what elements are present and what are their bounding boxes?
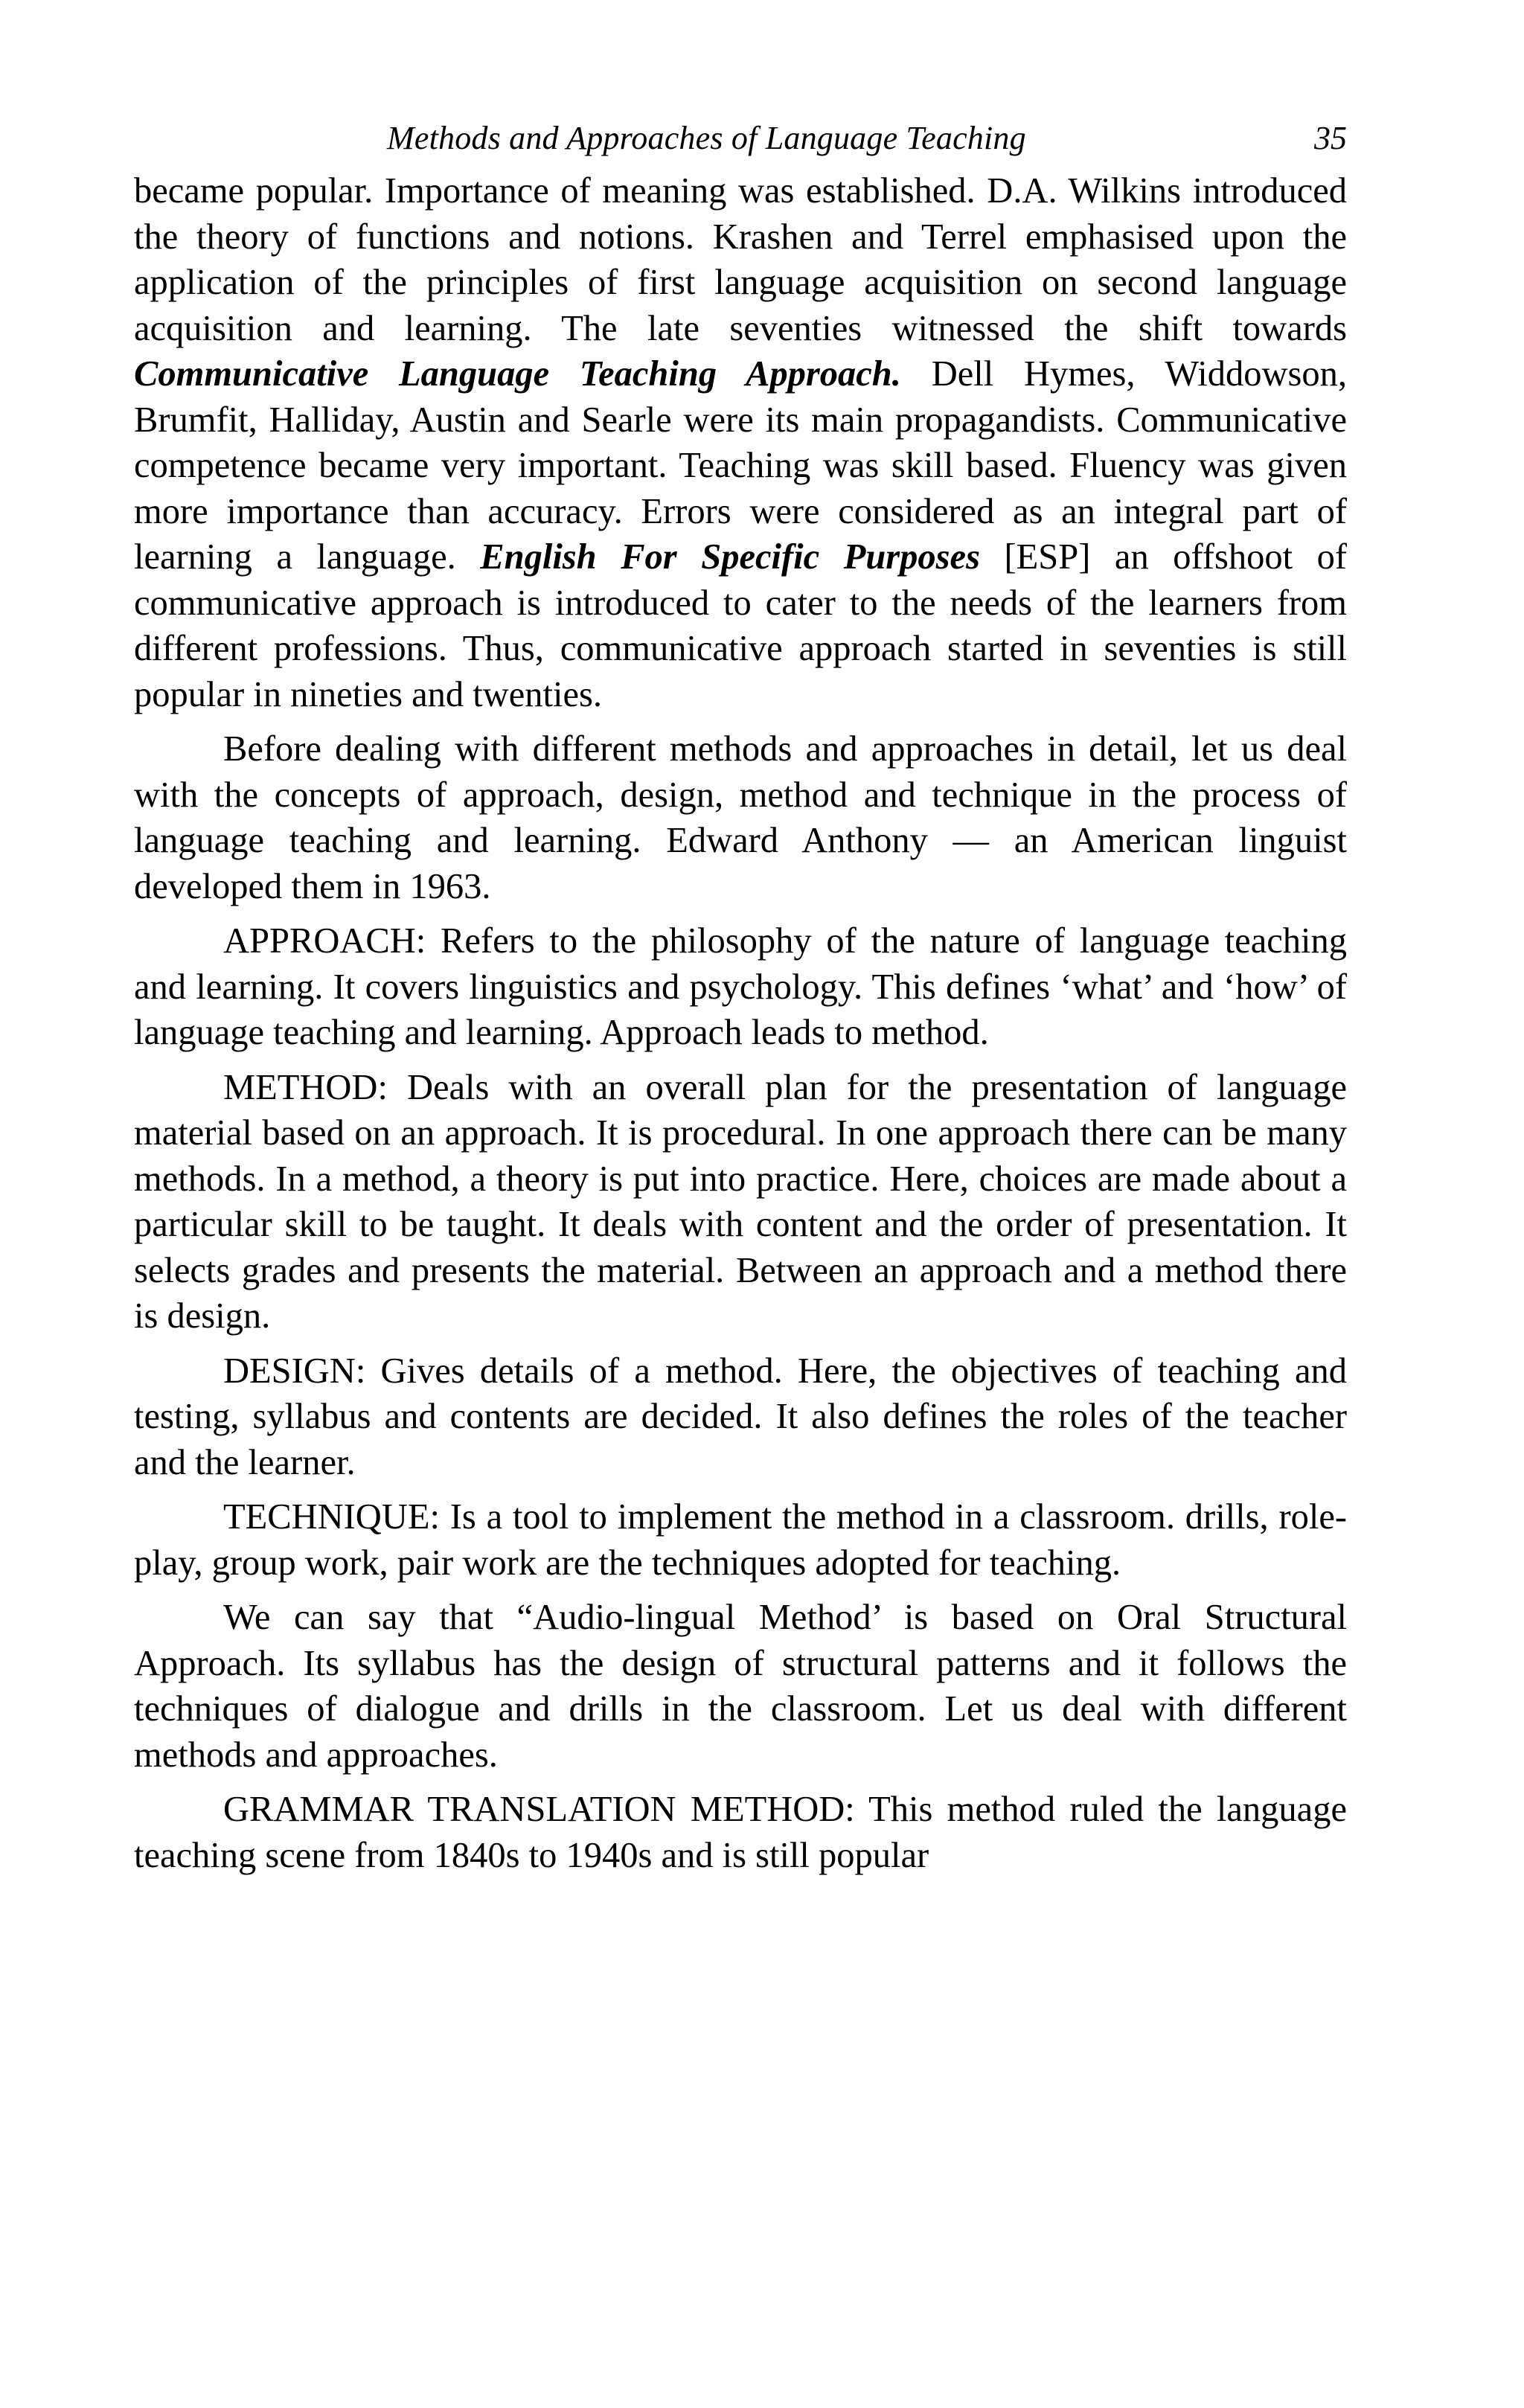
term-approach: APPROACH: (223, 921, 426, 961)
term-technique: TECHNIQUE: (223, 1497, 440, 1537)
term-communicative-language-teaching: Communicative Language Teaching Approach. (134, 354, 901, 394)
paragraph-concepts-intro: Before dealing with different methods and approaches in detail, let us deal with the concepts of approach, design, method and technique in the process of language teaching and learning. Edward Anthony — an American linguist developed them in 1963. (134, 729, 1347, 906)
paragraph-method (134, 1065, 1347, 1339)
term-design: DESIGN: (223, 1351, 366, 1391)
paragraph-text: This method ruled the language teaching scene from 1840s to 1940s and is still popular (134, 1790, 1347, 1875)
term-method: METHOD: (223, 1067, 388, 1107)
running-head-title: Methods and Approaches of Language Teaching (387, 120, 1026, 156)
term-grammar-translation-method: GRAMMAR TRANSLATION METHOD: (223, 1790, 855, 1829)
paragraph-technique (134, 1494, 1347, 1586)
paragraph-approach (134, 918, 1347, 1056)
paragraph-text: Dell Hymes, Widdowson, Brumfit, Halliday, Austin and Searle were its main propagandists. Communicative competence became very important. Teaching was skill based. Fluency was given more importance than accuracy. Errors were considered as an integral part of learning a language. (134, 354, 1347, 577)
paragraph-text: Gives details of a method. Here, the objectives of teaching and testing, syllabus and contents are decided. It also defines the roles of the teacher and the learner. (134, 1351, 1347, 1482)
paragraph-design (134, 1348, 1347, 1486)
paragraph-grammar-translation (134, 1787, 1347, 1878)
paragraph-communicative-approach (134, 168, 1347, 717)
term-esp: English For Specific Purposes (480, 537, 980, 577)
paragraph-text: Deals with an overall plan for the presentation of language material based on an approach. It is procedural. In one approach there can be many methods. In a method, a theory is put into practice. Here, choices are made about a particular skill to be taught. It deals with content and the order of presentation. It selects grades and presents the material. Between an approach and a method there is design. (134, 1067, 1347, 1336)
paragraph-text: Is a tool to implement the method in a classroom. drills, role-play, group work, pair work are the techniques adopted for teaching. (134, 1497, 1347, 1583)
body-text (134, 168, 1347, 1878)
paragraph-text: became popular. Importance of meaning was established. D.A. Wilkins introduced the theory of functions and notions. Krashen and Terrel emphasised upon the application of the principles of first language acquisition on second language acquisition and learning. The late seventies witnessed the shift towards (134, 171, 1347, 348)
paragraph-text: Refers to the philosophy of the nature of language teaching and learning. It covers linguistics and psychology. This defines ‘what’ and ‘how’ of language teaching and learning. Approach leads to method. (134, 921, 1347, 1052)
paragraph-audio-lingual: We can say that “Audio-lingual Method’ is based on Oral Structural Approach. Its syllabus has the design of structural patterns and it follows the techniques of dialogue and drills in the classroom. Let us deal with different methods and approaches. (134, 1598, 1347, 1775)
paragraph-text: [ESP] an offshoot of communicative approach is introduced to cater to the needs of the learners from different professions. Thus, communicative approach started in seventies is still popular in nineties and twenties. (134, 537, 1347, 714)
book-page (134, 112, 1347, 1887)
running-head (134, 112, 1347, 164)
page-number: 35 (1314, 120, 1347, 156)
